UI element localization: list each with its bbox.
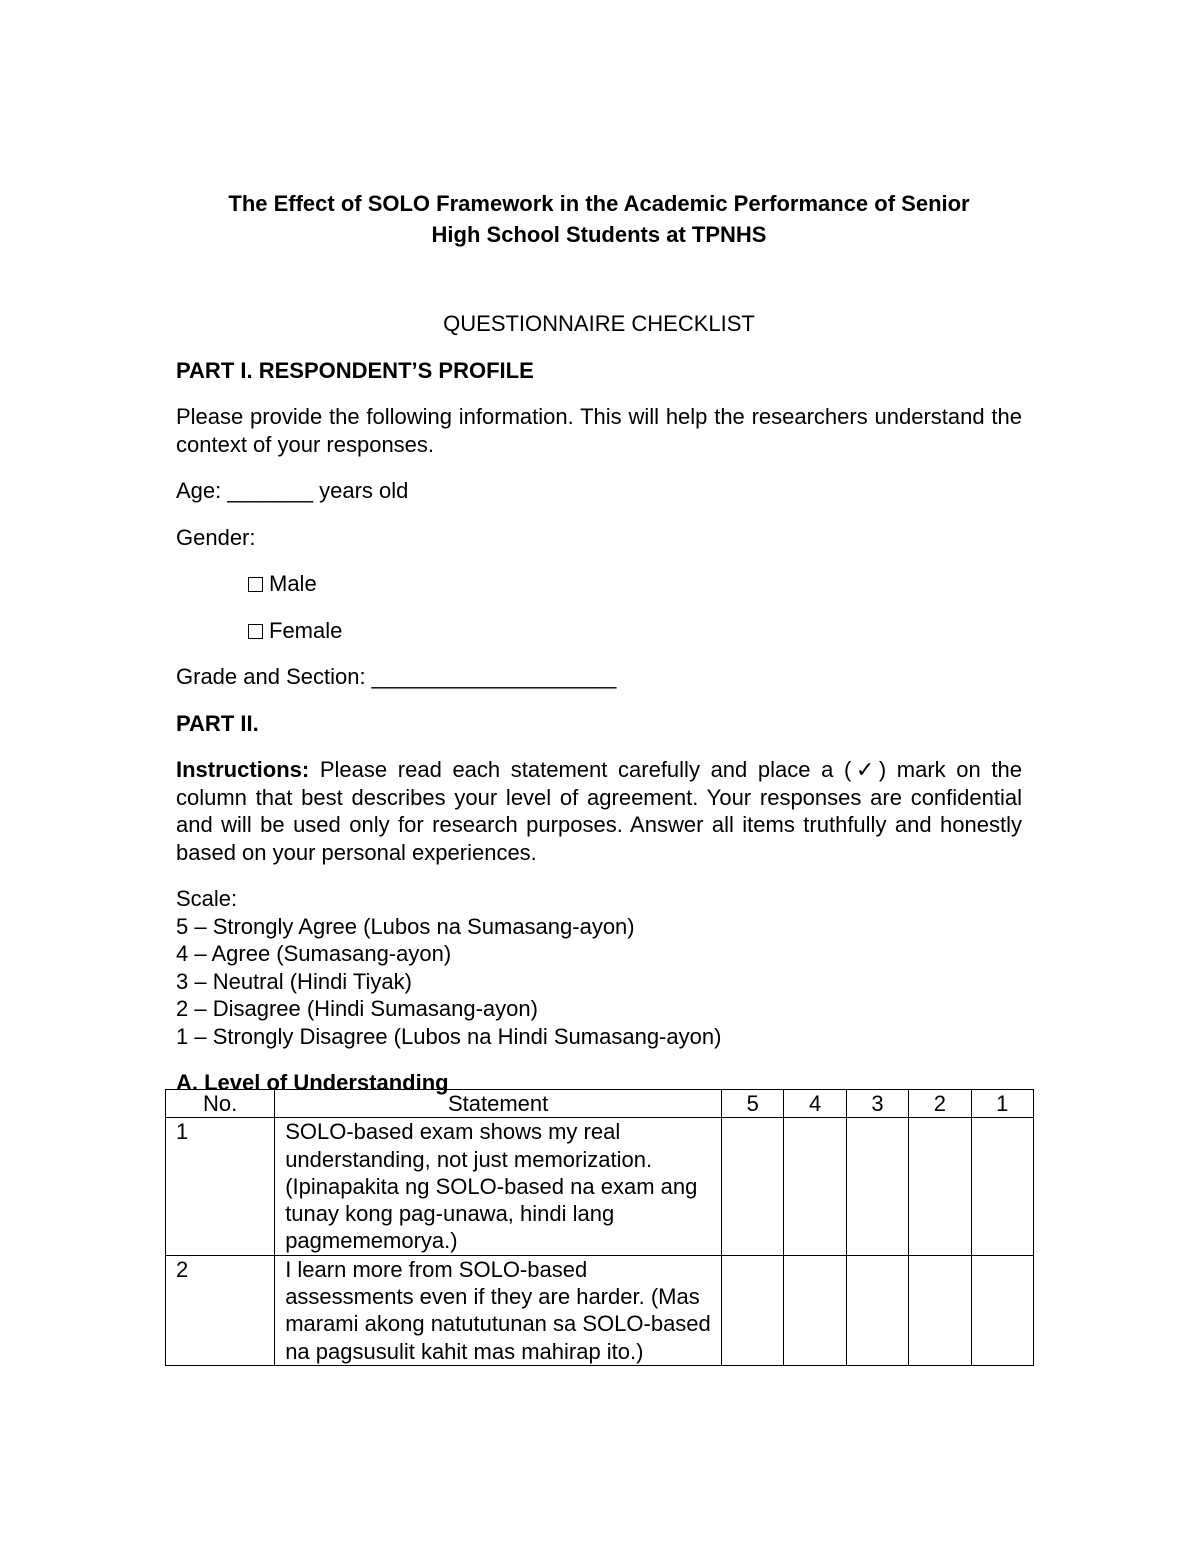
rating-cell-4[interactable] (784, 1255, 846, 1365)
part2-instructions (176, 756, 1022, 866)
gender-label: Gender: (176, 524, 256, 550)
column-header-3: 3 (846, 1090, 908, 1118)
part1-heading: PART I. RESPONDENT’S PROFILE (176, 357, 534, 383)
rating-cell-3[interactable] (846, 1118, 908, 1255)
gender-option-label: Male (269, 571, 317, 596)
rating-cell-2[interactable] (909, 1255, 971, 1365)
scale-item: 4 – Agree (Sumasang-ayon) (176, 941, 452, 966)
rating-cell-2[interactable] (909, 1118, 971, 1255)
document-page (176, 188, 1022, 1097)
table-header-row (166, 1090, 1034, 1118)
rating-cell-5[interactable] (722, 1255, 784, 1365)
part1-intro: Please provide the following information. This will help the researchers understand the context of your responses. (176, 404, 1022, 457)
column-header-5: 5 (722, 1090, 784, 1118)
row-statement: I learn more from SOLO-based assessments even if they are harder. (Mas marami akong natututunan sa SOLO-based na pagsusulit kahit mas mahirap ito.) (275, 1255, 722, 1365)
scale-label: Scale: (176, 886, 238, 911)
document-title-line2: High School Students at TPNHS (431, 222, 767, 247)
understanding-table (165, 1089, 1034, 1366)
age-field: Age: _______ years old (176, 478, 409, 503)
column-header-4: 4 (784, 1090, 846, 1118)
row-statement: SOLO-based exam shows my real understanding, not just memorization. (Ipinapakita ng SOLO-based na exam ang tunay kong pag-unawa, hindi lang pagmememorya.) (275, 1118, 722, 1255)
column-header-statement: Statement (275, 1090, 722, 1118)
gender-option-label: Female (269, 617, 343, 643)
checkbox-icon[interactable] (248, 577, 263, 592)
document-title-line1: The Effect of SOLO Framework in the Academic Performance of Senior (228, 191, 970, 216)
row-number: 1 (166, 1118, 275, 1255)
scale-item: 1 – Strongly Disagree (Lubos na Hindi Sumasang-ayon) (176, 1023, 722, 1049)
rating-cell-4[interactable] (784, 1118, 846, 1255)
column-header-no: No. (166, 1090, 275, 1118)
section-a-heading: A. Level of Understanding (176, 1070, 449, 1095)
gender-option-female[interactable] (176, 617, 1022, 645)
instructions-text: Please read each statement carefully and place a (✓) mark on the column that best describes your level of agreement. Your responses are confidential and will be used only for research purposes. Answer all items truthfully and honestly based on your personal experiences. (176, 757, 1022, 865)
rating-cell-3[interactable] (846, 1255, 908, 1365)
table-row (166, 1255, 1034, 1365)
rating-cell-1[interactable] (971, 1118, 1033, 1255)
scale-item: 2 – Disagree (Hindi Sumasang-ayon) (176, 996, 538, 1021)
instructions-label: Instructions: (176, 757, 310, 782)
gender-option-male[interactable] (176, 570, 1022, 598)
row-number: 2 (166, 1255, 275, 1365)
column-header-1: 1 (971, 1090, 1033, 1118)
rating-cell-1[interactable] (971, 1255, 1033, 1365)
checkbox-icon[interactable] (248, 624, 263, 639)
questionnaire-heading: QUESTIONNAIRE CHECKLIST (443, 311, 755, 336)
scale-item: 3 – Neutral (Hindi Tiyak) (176, 968, 412, 994)
column-header-2: 2 (909, 1090, 971, 1118)
table-row (166, 1118, 1034, 1255)
scale-item: 5 – Strongly Agree (Lubos na Sumasang-ayon) (176, 913, 635, 939)
grade-section-field: Grade and Section: ____________________ (176, 664, 617, 689)
rating-cell-5[interactable] (722, 1118, 784, 1255)
part2-heading: PART II. (176, 710, 259, 736)
